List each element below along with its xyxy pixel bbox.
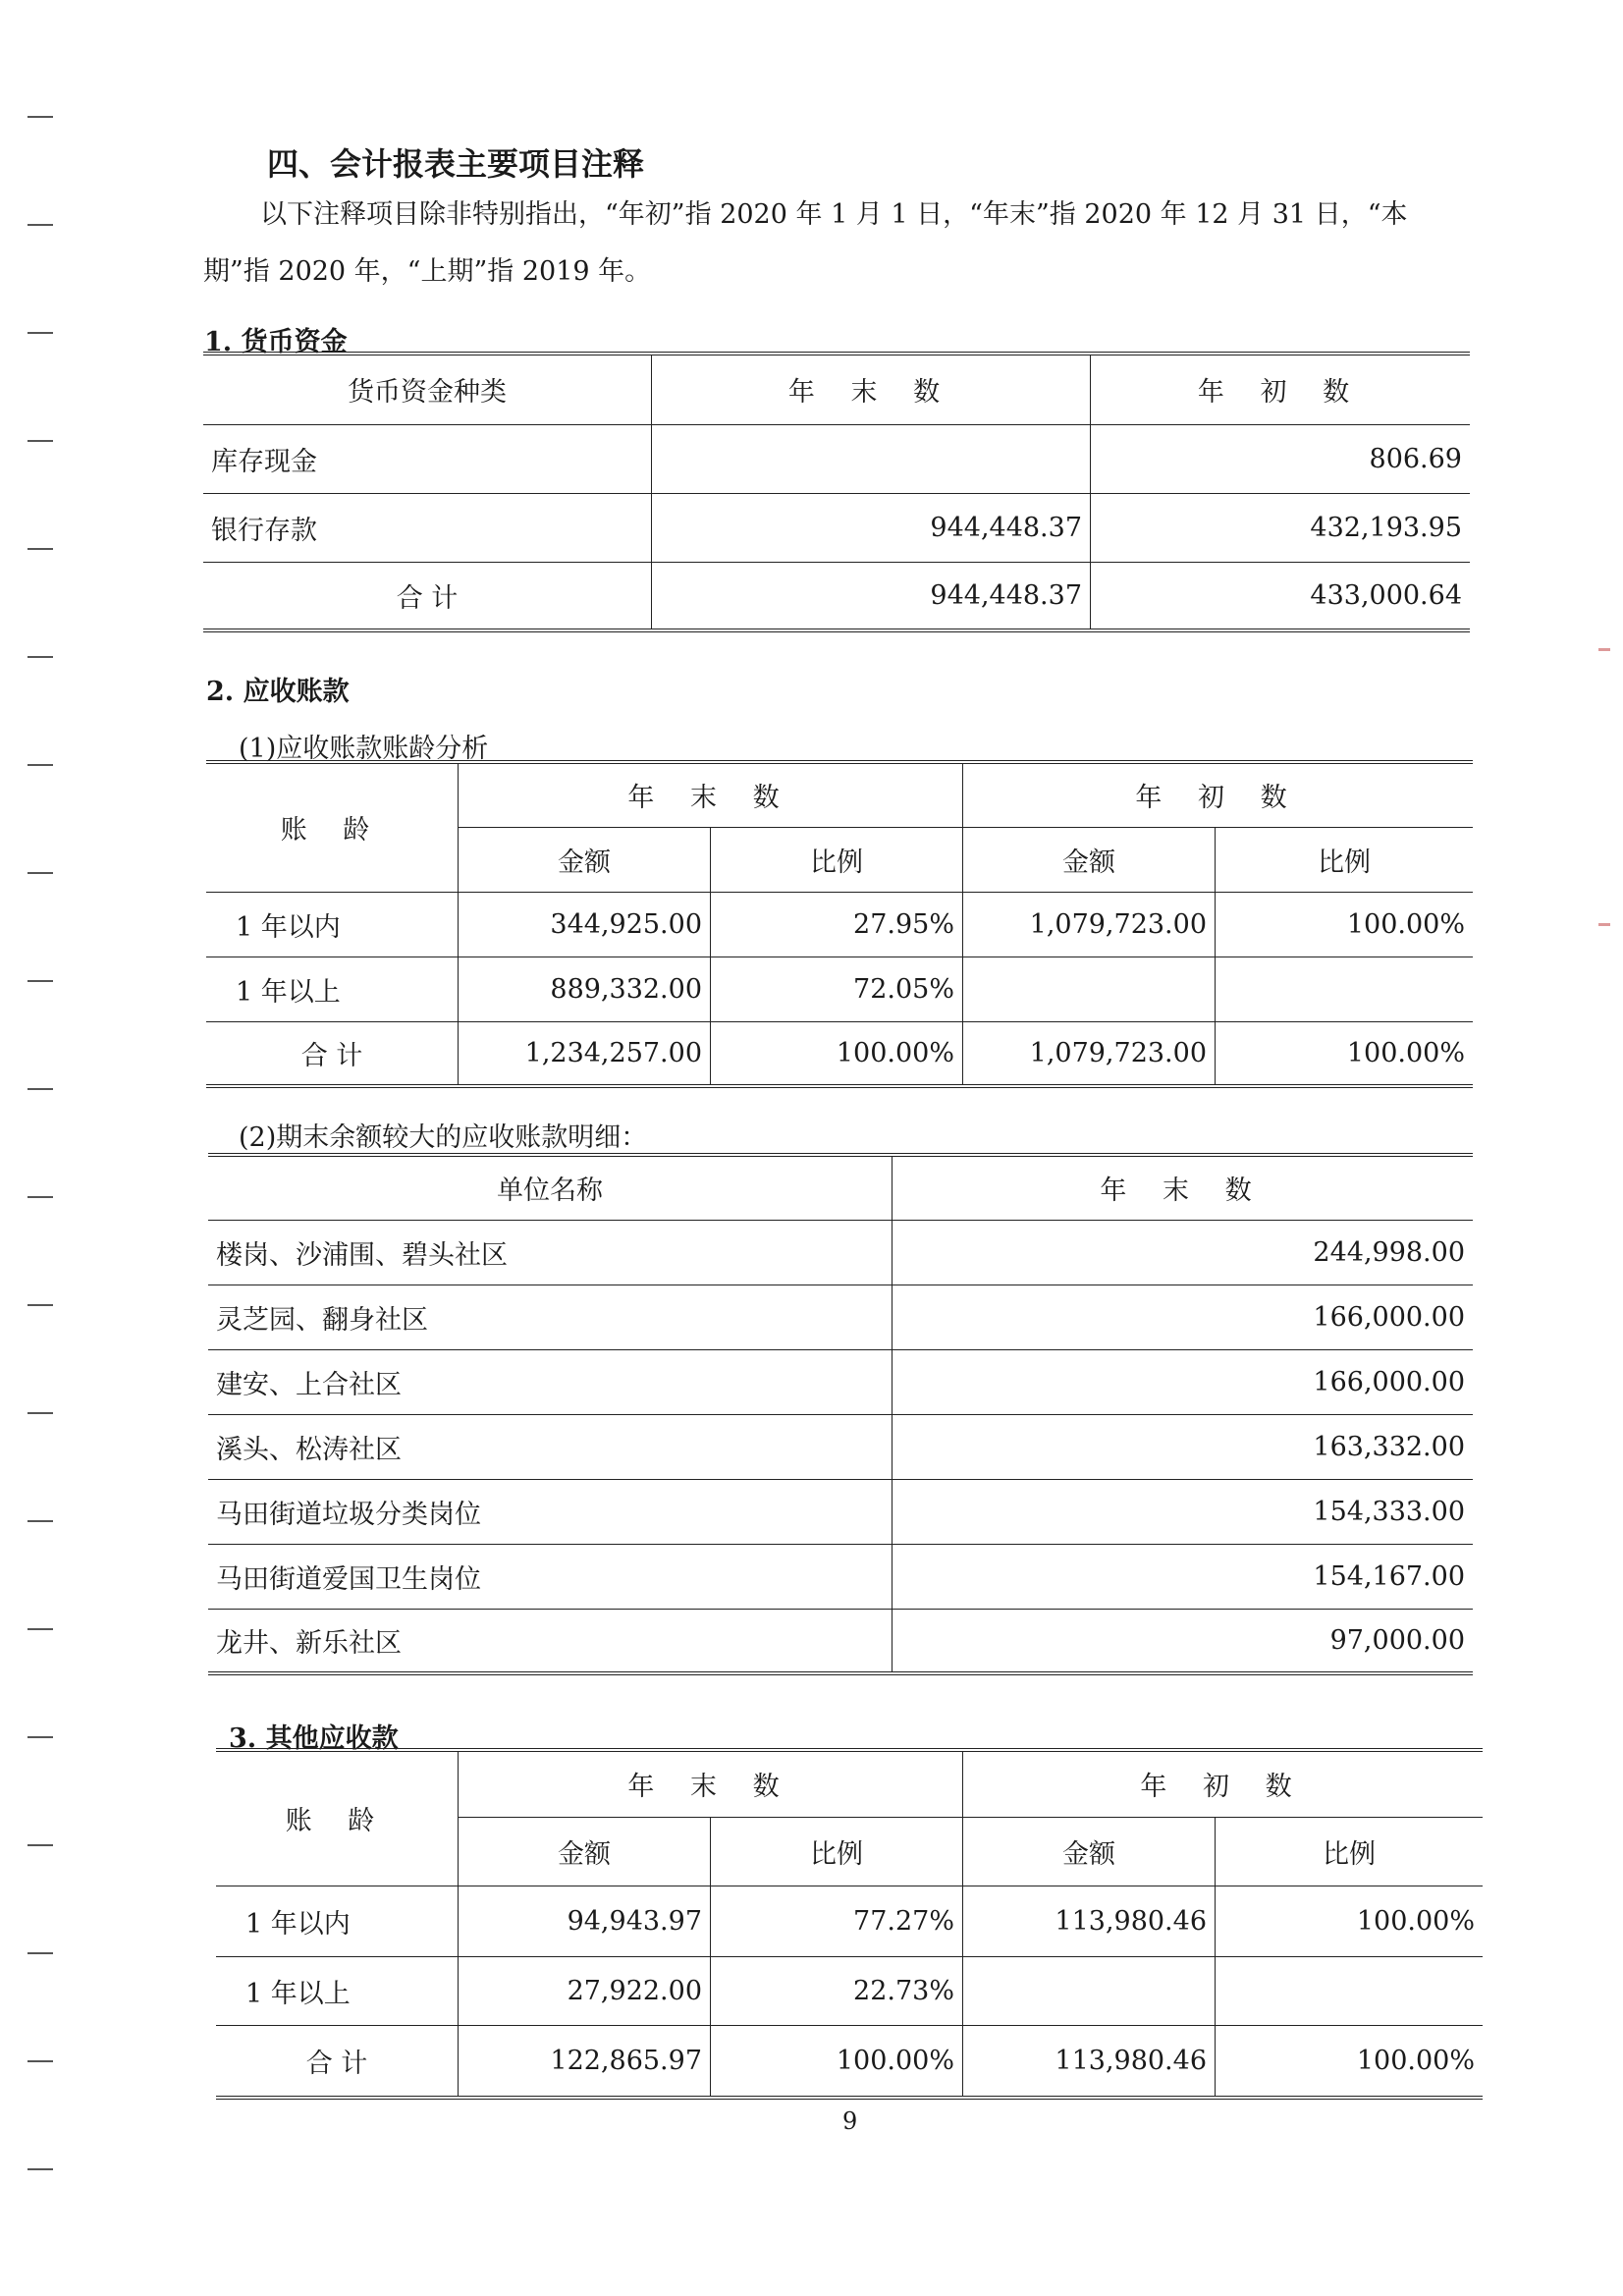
section-2-title: 2. 应收账款 (206, 677, 350, 707)
ratio-header: 比例 (1216, 1817, 1484, 1886)
value-cell (963, 957, 1216, 1021)
row-label: 合 计 (206, 1021, 459, 1086)
page-heading: 四、会计报表主要项目注释 (267, 145, 645, 183)
cash-table (203, 352, 1470, 632)
amount-header: 金额 (459, 827, 711, 892)
value-cell: 97,000.00 (893, 1609, 1474, 1673)
amount-header: 金额 (963, 827, 1216, 892)
unit-name: 建安、上合社区 (208, 1349, 893, 1414)
row-label: 1 年以内 (216, 1886, 459, 1956)
value-cell: 944,448.37 (652, 562, 1091, 630)
stamp-fragment (1598, 923, 1610, 926)
unit-name: 马田街道爱国卫生岗位 (208, 1544, 893, 1609)
receivables-aging-table (206, 760, 1473, 1088)
amount-header: 金额 (963, 1817, 1216, 1886)
value-cell (1216, 957, 1474, 1021)
value-cell: 432,193.95 (1091, 493, 1471, 562)
intro-line-1: 以下注释项目除非特别指出，“年初”指 2020 年 1 月 1 日，“年末”指 2020 年 12 月 31 日，“本 (260, 199, 1408, 230)
header-cell: 年 末 数 (893, 1155, 1474, 1220)
unit-name: 龙井、新乐社区 (208, 1609, 893, 1673)
value-cell: 1,234,257.00 (459, 1021, 711, 1086)
value-cell: 94,943.97 (459, 1886, 711, 1956)
other-receivables-table (216, 1748, 1483, 2100)
begin-header: 年 初 数 (963, 1750, 1484, 1817)
value-cell: 433,000.64 (1091, 562, 1471, 630)
intro-line-2: 期”指 2020 年，“上期”指 2019 年。 (203, 256, 652, 287)
value-cell: 344,925.00 (459, 892, 711, 957)
value-cell: 27.95% (711, 892, 963, 957)
value-cell: 100.00% (711, 2025, 963, 2098)
page-number: 9 (842, 2107, 858, 2135)
begin-header: 年 初 数 (963, 762, 1474, 827)
value-cell: 163,332.00 (893, 1414, 1474, 1479)
subsection-1-title: (1)应收账款账龄分析 (239, 734, 489, 764)
end-header: 年 末 数 (459, 762, 963, 827)
subsection-2-title: (2)期末余额较大的应收账款明细： (239, 1122, 648, 1153)
value-cell: 22.73% (711, 1956, 963, 2025)
unit-name: 马田街道垃圾分类岗位 (208, 1479, 893, 1544)
value-cell: 77.27% (711, 1886, 963, 1956)
value-cell: 806.69 (1091, 424, 1471, 493)
value-cell: 154,167.00 (893, 1544, 1474, 1609)
value-cell (1216, 1956, 1484, 2025)
value-cell: 100.00% (1216, 2025, 1484, 2098)
header-cell: 年 初 数 (1091, 354, 1471, 424)
value-cell: 100.00% (711, 1021, 963, 1086)
row-label: 1 年以上 (216, 1956, 459, 2025)
unit-name: 楼岗、沙浦围、碧头社区 (208, 1220, 893, 1285)
unit-name: 灵芝园、翻身社区 (208, 1285, 893, 1349)
value-cell: 944,448.37 (652, 493, 1091, 562)
row-label: 合 计 (203, 562, 652, 630)
binding-margin (27, 0, 57, 2296)
row-label: 合 计 (216, 2025, 459, 2098)
value-cell (652, 424, 1091, 493)
section-1-title: 1. 货币资金 (204, 327, 348, 357)
header-cell: 单位名称 (208, 1155, 893, 1220)
row-label: 1 年以上 (206, 957, 459, 1021)
row-label: 银行存款 (203, 493, 652, 562)
section-3-title: 3. 其他应收款 (229, 1723, 399, 1754)
unit-name: 溪头、松涛社区 (208, 1414, 893, 1479)
value-cell: 72.05% (711, 957, 963, 1021)
header-cell: 货币资金种类 (203, 354, 652, 424)
ratio-header: 比例 (1216, 827, 1474, 892)
value-cell: 1,079,723.00 (963, 892, 1216, 957)
value-cell: 100.00% (1216, 1886, 1484, 1956)
value-cell: 27,922.00 (459, 1956, 711, 2025)
amount-header: 金额 (459, 1817, 711, 1886)
row-label: 1 年以内 (206, 892, 459, 957)
receivables-detail-table (208, 1153, 1473, 1675)
value-cell: 122,865.97 (459, 2025, 711, 2098)
ratio-header: 比例 (711, 827, 963, 892)
ratio-header: 比例 (711, 1817, 963, 1886)
value-cell: 1,079,723.00 (963, 1021, 1216, 1086)
value-cell: 100.00% (1216, 892, 1474, 957)
value-cell (963, 1956, 1216, 2025)
end-header: 年 末 数 (459, 1750, 963, 1817)
value-cell: 166,000.00 (893, 1349, 1474, 1414)
row-label: 库存现金 (203, 424, 652, 493)
age-header: 账 龄 (216, 1750, 459, 1886)
value-cell: 244,998.00 (893, 1220, 1474, 1285)
value-cell: 154,333.00 (893, 1479, 1474, 1544)
age-header: 账 龄 (206, 762, 459, 892)
value-cell: 889,332.00 (459, 957, 711, 1021)
value-cell: 113,980.46 (963, 2025, 1216, 2098)
value-cell: 100.00% (1216, 1021, 1474, 1086)
stamp-fragment (1598, 648, 1610, 651)
value-cell: 113,980.46 (963, 1886, 1216, 1956)
header-cell: 年 末 数 (652, 354, 1091, 424)
value-cell: 166,000.00 (893, 1285, 1474, 1349)
